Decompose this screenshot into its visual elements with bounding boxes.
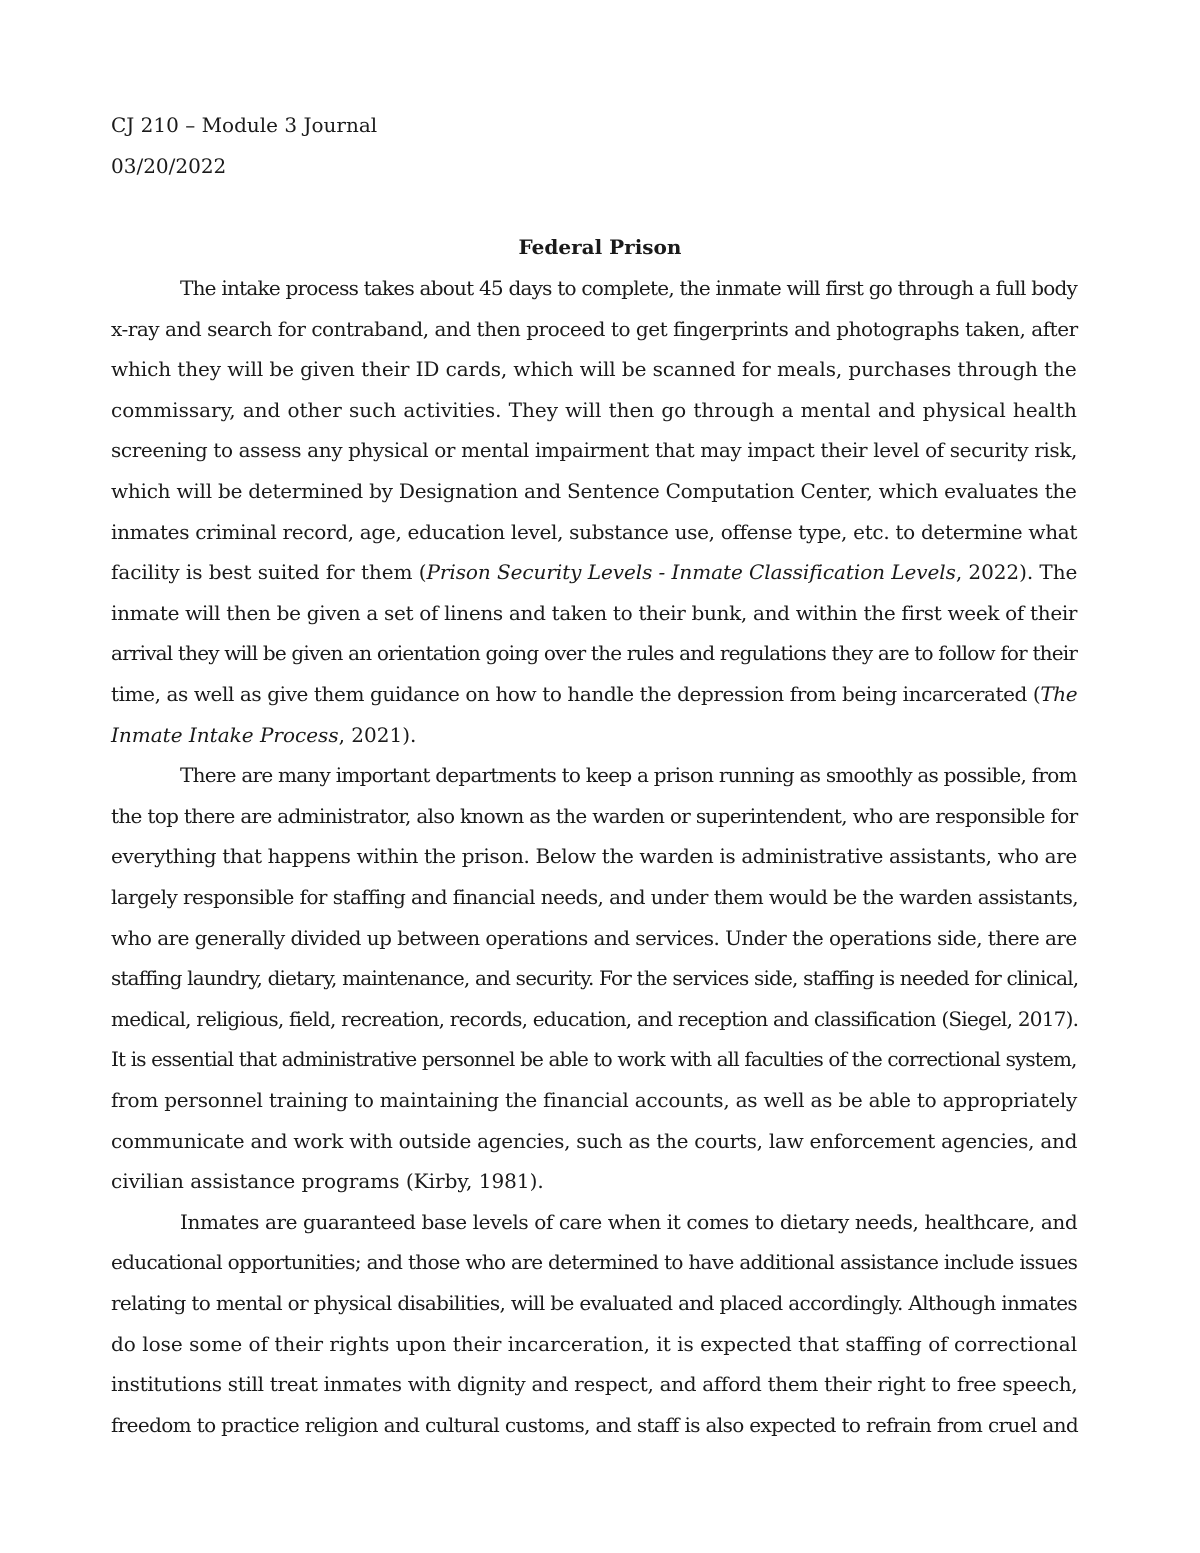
text-span: commissary, and other such activities. They will then go through a mental and physical health: [111, 398, 1077, 422]
text-line: [111, 356, 1077, 382]
text-line: [180, 762, 1077, 788]
text-span: everything that happens within the prison. Below the warden is administrative assistants, who are: [111, 844, 1077, 868]
text-span: the top there are administrator, also known as the warden or superintendent, who are responsible for: [111, 804, 1078, 828]
text-line: [111, 1412, 1078, 1438]
text-line: [111, 640, 1077, 666]
text-line: [111, 600, 1077, 626]
text-span: freedom to practice religion and cultural customs, and staff is also expected to refrain from cruel and: [111, 1413, 1079, 1437]
text-line: [111, 437, 1077, 463]
text-line: [111, 884, 1078, 910]
text-span: It is essential that administrative personnel be able to work with all faculties of the correctional system,: [111, 1047, 1077, 1071]
text-line: [111, 519, 1077, 545]
text-line: [111, 1249, 1077, 1275]
text-span: educational opportunities; and those who are determined to have additional assistance include issues: [111, 1250, 1078, 1274]
text-line: [111, 1006, 1078, 1032]
text-span: medical, religious, field, recreation, records, education, and reception and classification (Siegel, 2017).: [111, 1007, 1079, 1031]
text-line: [111, 1128, 1077, 1154]
citation-title: Prison Security Levels - Inmate Classification Levels: [426, 560, 956, 584]
text-span: time, as well as give them guidance on how to handle the depression from being incarcerated (: [111, 682, 1041, 706]
text-line: [111, 1168, 544, 1194]
text-span: x-ray and search for contraband, and then proceed to get fingerprints and photographs taken, after: [111, 317, 1078, 341]
text-span: largely responsible for staffing and financial needs, and under them would be the warden assistants,: [111, 885, 1079, 909]
text-line: [111, 681, 1077, 707]
text-line: [111, 1087, 1077, 1113]
text-line: [111, 397, 1077, 423]
text-line: [111, 965, 1078, 991]
text-span: who are generally divided up between operations and services. Under the operations side, there are: [111, 926, 1077, 950]
citation-title: The: [1040, 682, 1078, 706]
text-line: [111, 316, 1078, 342]
text-line: [111, 1290, 1077, 1316]
text-span: screening to assess any physical or mental impairment that may impact their level of security risk,: [111, 438, 1078, 462]
text-span: from personnel training to maintaining the financial accounts, as well as be able to appropriately: [111, 1088, 1078, 1112]
text-span: , 2021).: [338, 723, 417, 747]
text-span: which will be determined by Designation and Sentence Computation Center, which evaluates the: [111, 479, 1077, 503]
text-line: [111, 925, 1077, 951]
text-span: relating to mental or physical disabilities, will be evaluated and placed accordingly. Although inmates: [111, 1291, 1078, 1315]
text-span: civilian assistance programs (Kirby, 1981).: [111, 1169, 544, 1193]
text-line: [111, 559, 1077, 585]
document-date: 03/20/2022: [111, 154, 227, 178]
text-line: [111, 803, 1077, 829]
citation-title: Inmate Intake Process: [111, 723, 339, 747]
text-line: [111, 843, 1077, 869]
text-line: [111, 478, 1077, 504]
text-span: inmates criminal record, age, education level, substance use, offense type, etc. to determine what: [111, 520, 1078, 544]
text-span: institutions still treat inmates with dignity and respect, and afford them their right to free speech,: [111, 1372, 1078, 1396]
course-heading: CJ 210 – Module 3 Journal: [111, 113, 378, 137]
text-line: [111, 1371, 1077, 1397]
text-span: which they will be given their ID cards, which will be scanned for meals, purchases through the: [111, 357, 1077, 381]
text-line: [111, 722, 416, 748]
text-span: There are many important departments to keep a prison running as smoothly as possible, from: [180, 763, 1077, 787]
text-span: arrival they will be given an orientation going over the rules and regulations they are to follow for their: [111, 641, 1078, 665]
text-line: [111, 1046, 1077, 1072]
text-span: Inmates are guaranteed base levels of care when it comes to dietary needs, healthcare, and: [180, 1210, 1078, 1234]
text-span: communicate and work with outside agencies, such as the courts, law enforcement agencies, and: [111, 1129, 1078, 1153]
text-span: , 2022). The: [955, 560, 1078, 584]
text-line: [180, 1209, 1077, 1235]
text-span: staffing laundry, dietary, maintenance, and security. For the services side, staffing is needed for clinical,: [111, 966, 1079, 990]
text-line: [180, 275, 1077, 301]
text-span: The intake process takes about 45 days to complete, the inmate will first go through a full body: [180, 276, 1078, 300]
text-line: [111, 1331, 1077, 1357]
document-title: Federal Prison: [518, 235, 682, 259]
text-span: facility is best suited for them (: [111, 560, 427, 584]
text-span: inmate will then be given a set of linens and taken to their bunk, and within the first week of their: [111, 601, 1078, 625]
text-span: do lose some of their rights upon their incarceration, it is expected that staffing of correctional: [111, 1332, 1078, 1356]
